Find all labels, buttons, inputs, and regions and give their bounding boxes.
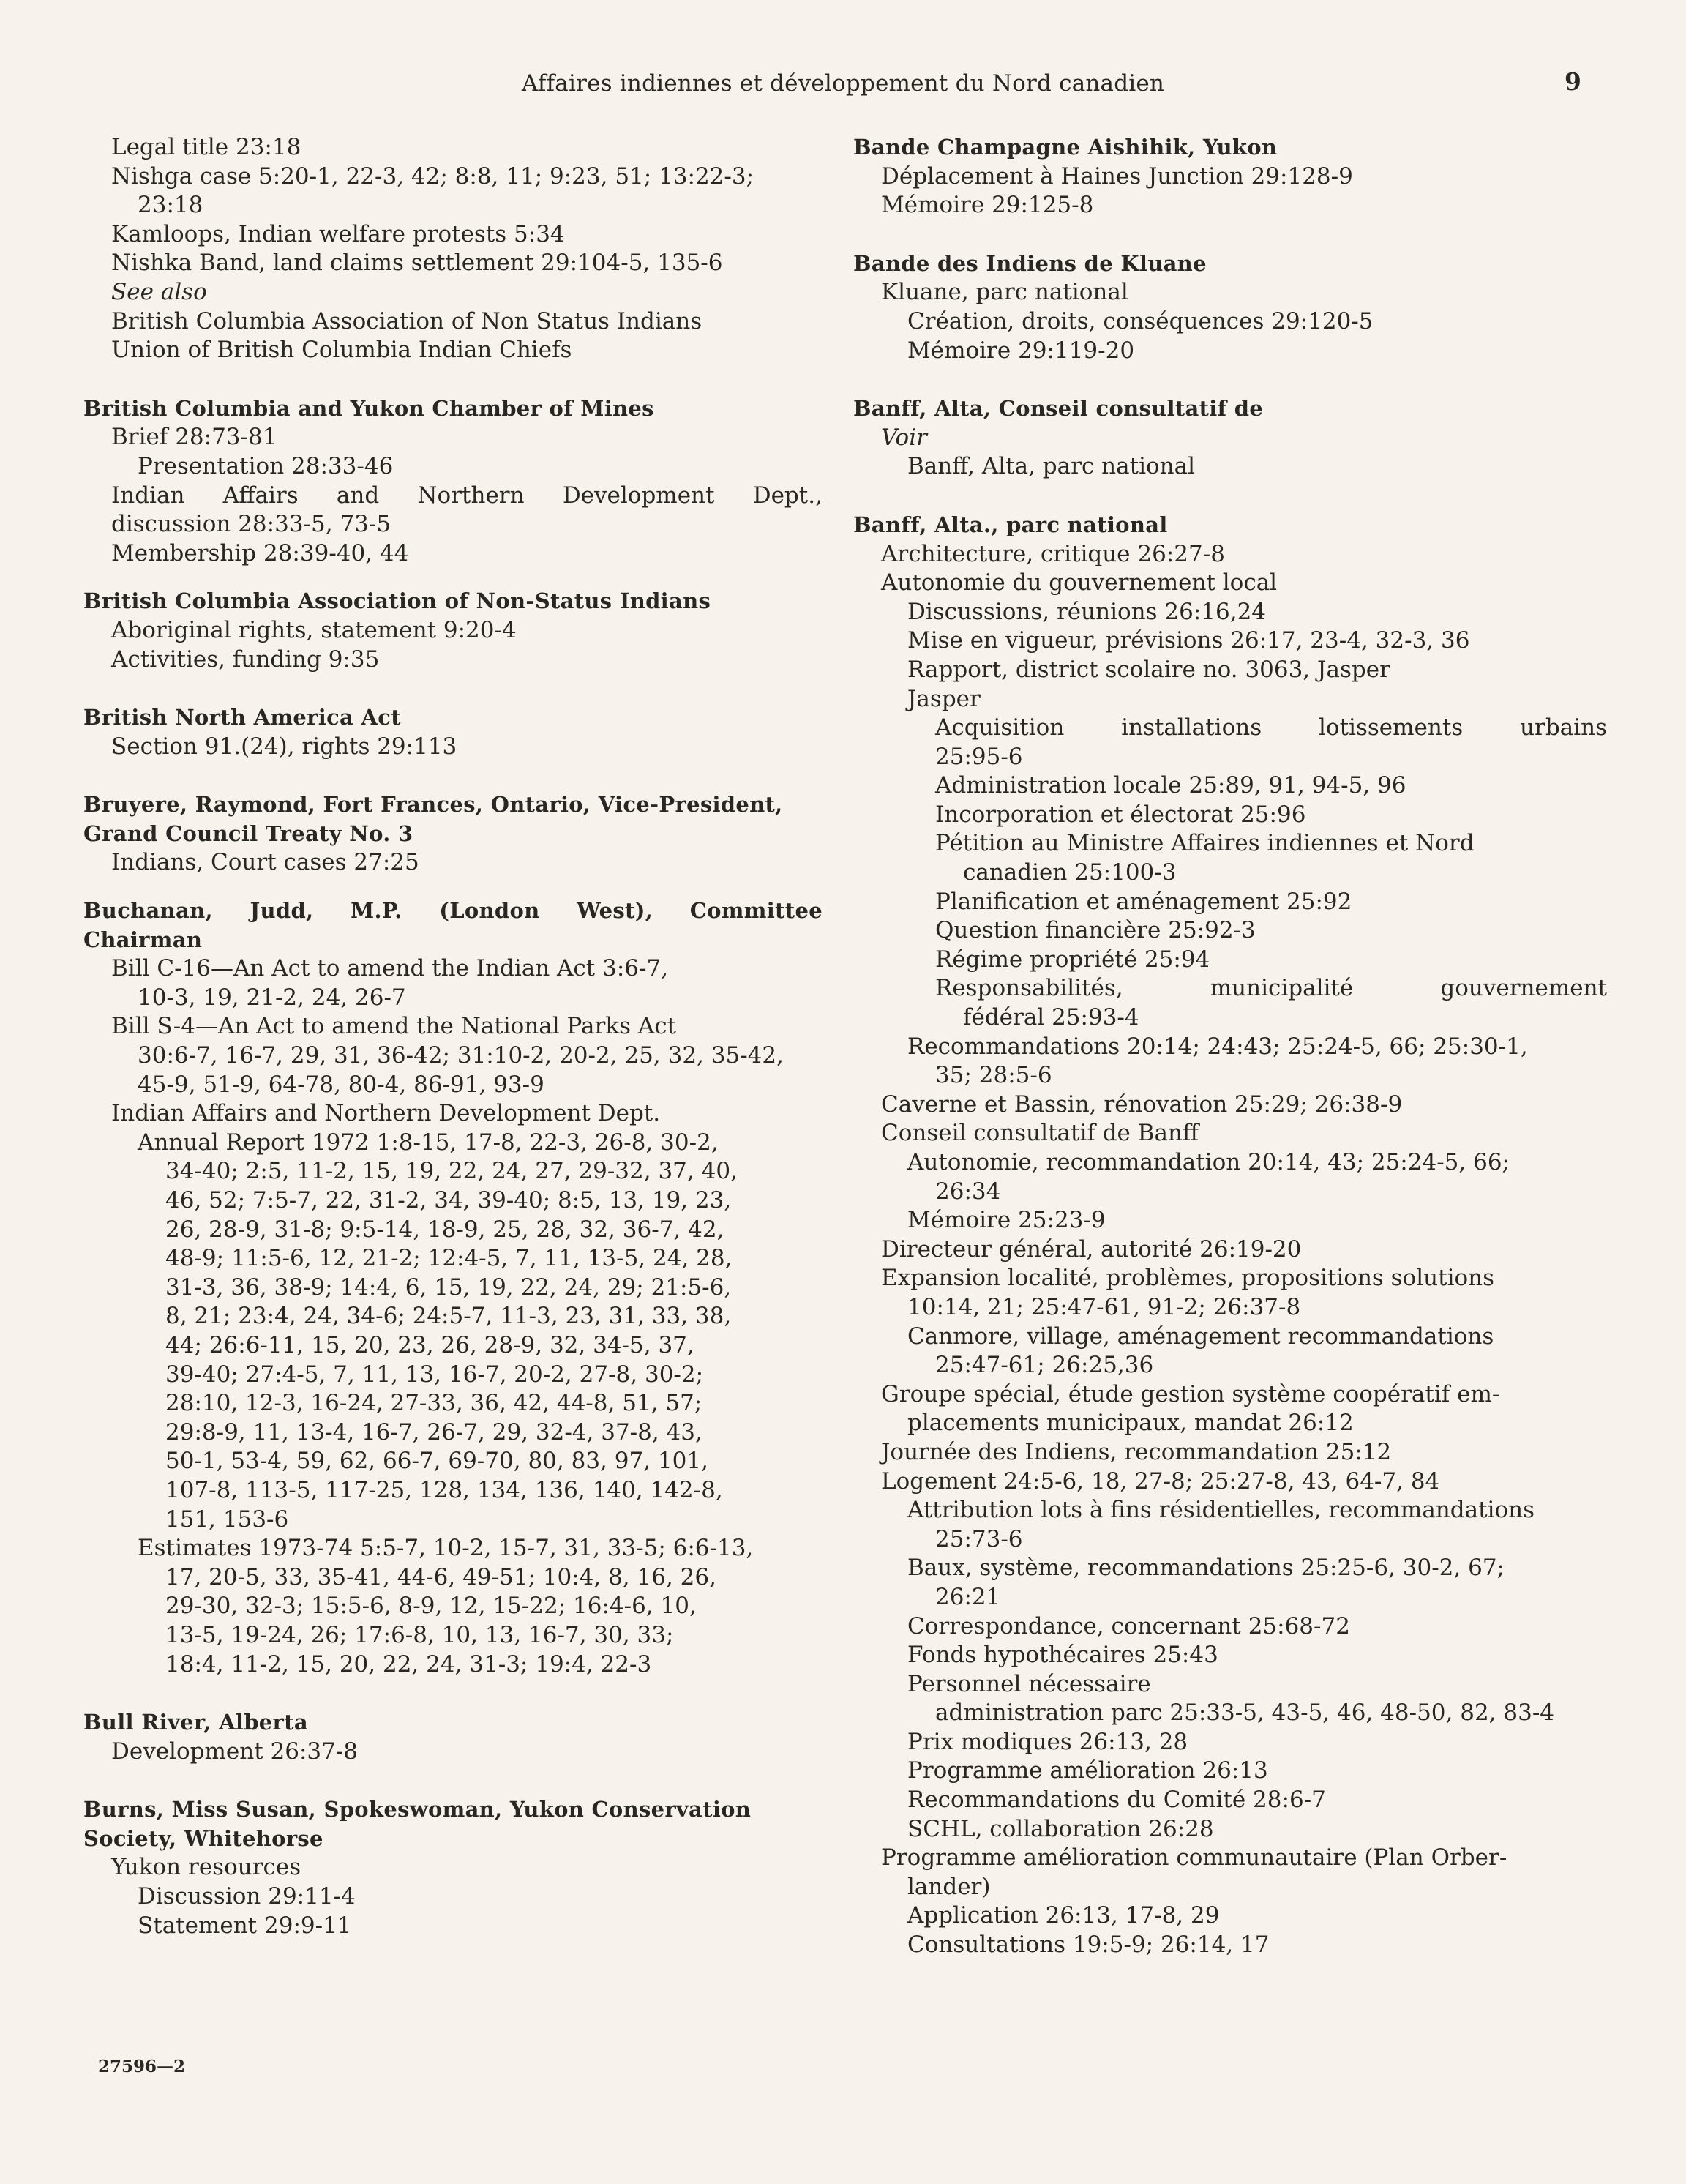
index-subentry: 26, 28-9, 31-8; 9:5-14, 18-9, 25, 28, 32, 36-7, 42, <box>165 1216 724 1243</box>
index-heading: British Columbia and Yukon Chamber of Mines <box>83 395 654 421</box>
index-heading: Chairman <box>83 927 203 952</box>
index-subentry: Nishga case 5:20-1, 22-3, 42; 8:8, 11; 9:23, 51; 13:22-3; <box>111 162 754 190</box>
page-number: 9 <box>1565 67 1581 96</box>
index-subentry: Consultations 19:5-9; 26:14, 17 <box>907 1931 1270 1959</box>
index-column-left <box>83 133 823 1940</box>
index-subentry: 10-3, 19, 21-2, 24, 26-7 <box>138 984 406 1011</box>
index-subentry: 26:21 <box>935 1583 1001 1610</box>
index-subentry: Discussion 29:11-4 <box>138 1883 356 1910</box>
index-subentry: 30:6-7, 16-7, 29, 31, 36-42; 31:10-2, 20-2, 25, 32, 35-42, <box>138 1042 784 1069</box>
index-subentry: Discussions, réunions 26:16,24 <box>907 598 1267 625</box>
index-subentry: Architecture, critique 26:27-8 <box>881 540 1225 567</box>
index-subentry: 25:47-61; 26:25,36 <box>935 1352 1154 1379</box>
index-subentry: Mémoire 25:23-9 <box>907 1207 1106 1234</box>
index-subentry: Development 26:37-8 <box>111 1738 359 1765</box>
entry-spacer <box>853 365 1607 394</box>
index-subentry: 151, 153-6 <box>165 1506 289 1533</box>
index-subentry: Jasper <box>907 685 981 712</box>
index-subentry: Mémoire 29:125-8 <box>881 192 1094 219</box>
index-heading: Burns, Miss Susan, Spokeswoman, Yukon Conservation <box>83 1797 752 1822</box>
index-subentry: Presentation 28:33-46 <box>138 452 394 479</box>
index-subentry: Activities, funding 9:35 <box>111 646 380 673</box>
index-subentry: administration parc 25:33-5, 43-5, 46, 48-50, 82, 83-4 <box>935 1699 1555 1727</box>
index-heading: Bande des Indiens de Kluane <box>853 250 1207 276</box>
index-subentry: Déplacement à Haines Junction 29:128-9 <box>881 162 1353 190</box>
index-subentry: Brief 28:73-81 <box>111 424 277 451</box>
index-subentry: Recommandations 20:14; 24:43; 25:24-5, 66; 25:30-1, <box>907 1033 1528 1060</box>
index-subentry: Canmore, village, aménagement recommandations <box>907 1323 1494 1350</box>
index-subentry: Union of British Columbia Indian Chiefs <box>111 337 572 364</box>
index-subentry: 46, 52; 7:5-7, 22, 31-2, 34, 39-40; 8:5, 13, 19, 23, <box>165 1187 732 1213</box>
index-subentry: Question financière 25:92-3 <box>935 917 1256 944</box>
index-subentry: British Columbia Association of Non Status Indians <box>111 307 702 334</box>
index-subentry: 26:34 <box>935 1178 1001 1205</box>
index-subentry: fédéral 25:93-4 <box>963 1004 1139 1031</box>
index-subentry: Mise en vigueur, prévisions 26:17, 23-4, 32-3, 36 <box>907 627 1470 654</box>
index-subentry: 28:10, 12-3, 16-24, 27-33, 36, 42, 44-8, 51, 57; <box>165 1390 702 1417</box>
index-subentry: Indian Affairs and Northern Development Dept. <box>111 1100 661 1127</box>
index-subentry: Autonomie du gouvernement local <box>881 569 1278 597</box>
index-subentry: 29:8-9, 11, 13-4, 16-7, 26-7, 29, 32-4, 37-8, 43, <box>165 1418 702 1446</box>
index-subentry: 8, 21; 23:4, 24, 34-6; 24:5-7, 11-3, 23, 31, 33, 38, <box>165 1303 732 1330</box>
index-subentry: Personnel nécessaire <box>907 1670 1151 1697</box>
index-subentry: Estimates 1973-74 5:5-7, 10-2, 15-7, 31, 33-5; 6:6-13, <box>138 1535 754 1562</box>
index-subentry: lander) <box>907 1873 991 1900</box>
index-heading: Bande Champagne Aishihik, Yukon <box>853 135 1278 160</box>
index-heading: Society, Whitehorse <box>83 1825 323 1851</box>
index-subentry: 107-8, 113-5, 117-25, 128, 134, 136, 140, 142-8, <box>165 1476 723 1503</box>
index-subentry: Legal title 23:18 <box>111 134 301 160</box>
index-subentry: Fonds hypothécaires 25:43 <box>907 1642 1218 1669</box>
index-subentry: Membership 28:39-40, 44 <box>111 539 409 566</box>
index-subentry: Baux, système, recommandations 25:25-6, 30-2, 67; <box>907 1555 1505 1582</box>
page-header <box>0 67 1686 104</box>
index-heading: Banff, Alta., parc national <box>853 512 1168 537</box>
index-subentry: Section 91.(24), rights 29:113 <box>111 733 457 760</box>
index-subentry: Administration locale 25:89, 91, 94-5, 96 <box>935 772 1406 799</box>
index-subentry: 29-30, 32-3; 15:5-6, 8-9, 12, 15-22; 16:4-6, 10, <box>165 1593 697 1620</box>
index-subentry: 18:4, 11-2, 15, 20, 22, 24, 31-3; 19:4, 22-3 <box>165 1650 652 1678</box>
index-subentry: Mémoire 29:119-20 <box>907 337 1135 364</box>
entry-spacer <box>853 482 1607 511</box>
index-subentry: placements municipaux, mandat 26:12 <box>907 1410 1354 1437</box>
index-heading: Banff, Alta, Conseil consultatif de <box>853 396 1264 422</box>
index-subentry: Prix modiques 26:13, 28 <box>907 1728 1188 1755</box>
index-subentry: 23:18 <box>138 192 203 219</box>
index-subentry: Programme amélioration 26:13 <box>907 1757 1268 1784</box>
index-subentry: Planification et aménagement 25:92 <box>935 888 1352 915</box>
index-subentry: See also <box>111 278 207 305</box>
index-subentry: 44; 26:6-11, 15, 20, 23, 26, 28-9, 32, 34-5, 37, <box>165 1331 694 1358</box>
index-subentry: Bill C-16—An Act to amend the Indian Act 3:6-7, <box>111 955 669 982</box>
index-subentry: Directeur général, autorité 26:19-20 <box>881 1235 1302 1263</box>
index-heading: British North America Act <box>83 705 401 730</box>
index-subentry: 10:14, 21; 25:47-61, 91-2; 26:37-8 <box>907 1293 1301 1320</box>
index-subentry: Journée des Indiens, recommandation 25:12 <box>881 1438 1392 1465</box>
index-subentry: Annual Report 1972 1:8-15, 17-8, 22-3, 26-8, 30-2, <box>138 1129 719 1156</box>
index-heading: Bruyere, Raymond, Fort Frances, Ontario, Vice-President, <box>83 792 783 818</box>
index-subentry: Programme amélioration communautaire (Plan Orber- <box>881 1844 1507 1871</box>
index-subentry: Régime propriété 25:94 <box>935 946 1210 973</box>
index-subentry: Kluane, parc national <box>881 279 1128 306</box>
index-heading: Bull River, Alberta <box>83 1710 308 1735</box>
index-subentry: Incorporation et électorat 25:96 <box>935 801 1306 828</box>
index-subentry: Indian Affairs and Northern Development Dept., <box>111 482 823 509</box>
index-subentry: Bill S-4—An Act to amend the National Parks Act <box>111 1013 677 1040</box>
index-subentry: 13-5, 19-24, 26; 17:6-8, 10, 13, 16-7, 30, 33; <box>165 1621 674 1648</box>
index-heading: Buchanan, Judd, M.P. (London West), Committee <box>83 898 823 924</box>
index-subentry: Correspondance, concernant 25:68-72 <box>907 1612 1350 1639</box>
index-subentry: 17, 20-5, 33, 35-41, 44-6, 49-51; 10:4, 8, 16, 26, <box>165 1563 716 1590</box>
index-subentry: 34-40; 2:5, 11-2, 15, 19, 22, 24, 27, 29-32, 37, 40, <box>165 1158 738 1185</box>
index-subentry: 45-9, 51-9, 64-78, 80-4, 86-91, 93-9 <box>138 1071 544 1098</box>
index-subentry: Indians, Court cases 27:25 <box>111 849 419 876</box>
index-subentry: 50-1, 53-4, 59, 62, 66-7, 69-70, 80, 83, 97, 101, <box>165 1448 708 1475</box>
index-subentry: 31-3, 36, 38-9; 14:4, 6, 15, 19, 22, 24, 29; 21:5-6, <box>165 1274 732 1301</box>
index-subentry: Acquisition installations lotissements urbains <box>935 714 1607 741</box>
index-subentry: Création, droits, conséquences 29:120-5 <box>907 307 1374 334</box>
index-subentry: Expansion localité, problèmes, propositions solutions <box>881 1265 1495 1292</box>
index-subentry: Aboriginal rights, statement 9:20-4 <box>111 616 517 643</box>
entry-spacer <box>83 878 823 897</box>
index-subentry: Attribution lots à fins résidentielles, recommandations <box>907 1497 1535 1524</box>
index-subentry: Kamloops, Indian welfare protests 5:34 <box>111 220 565 247</box>
printer-signature: 27596—2 <box>98 2057 186 2076</box>
entry-spacer <box>83 674 823 703</box>
index-subentry: 25:95-6 <box>935 743 1023 770</box>
index-subentry: 25:73-6 <box>935 1525 1023 1552</box>
entry-spacer <box>83 761 823 790</box>
entry-spacer <box>853 220 1607 250</box>
index-subentry: Statement 29:9-11 <box>138 1912 352 1939</box>
index-subentry: 39-40; 27:4-5, 7, 11, 13, 16-7, 20-2, 27-8, 30-2; <box>165 1361 704 1388</box>
index-subentry: Groupe spécial, étude gestion système coopératif em- <box>881 1380 1500 1407</box>
running-title: Affaires indiennes et développement du Nord canadien <box>521 70 1165 97</box>
index-subentry: Recommandations du Comité 28:6-7 <box>907 1787 1326 1814</box>
index-subentry: Voir <box>881 424 927 451</box>
index-subentry: Nishka Band, land claims settlement 29:104-5, 135-6 <box>111 250 723 277</box>
index-subentry: Caverne et Bassin, rénovation 25:29; 26:38-9 <box>881 1091 1403 1118</box>
index-subentry: discussion 28:33-5, 73-5 <box>111 511 391 538</box>
index-heading: British Columbia Association of Non-Status Indians <box>83 588 711 614</box>
entry-spacer <box>83 1679 823 1708</box>
index-subentry: Application 26:13, 17-8, 29 <box>907 1902 1220 1929</box>
index-heading: Grand Council Treaty No. 3 <box>83 820 413 846</box>
index-subentry: 48-9; 11:5-6, 12, 21-2; 12:4-5, 7, 11, 13-5, 24, 28, <box>165 1245 733 1272</box>
index-subentry: Logement 24:5-6, 18, 27-8; 25:27-8, 43, 64-7, 84 <box>881 1467 1440 1495</box>
index-subentry: Pétition au Ministre Affaires indiennes et Nord <box>935 830 1475 857</box>
index-subentry: canadien 25:100-3 <box>963 859 1177 886</box>
entry-spacer <box>83 365 823 394</box>
index-subentry: Conseil consultatif de Banff <box>881 1120 1199 1147</box>
entry-spacer <box>83 568 823 587</box>
index-subentry: Responsabilités, municipalité gouvernement <box>935 975 1607 1002</box>
index-subentry: Yukon resources <box>111 1854 301 1881</box>
entry-spacer <box>83 1766 823 1795</box>
index-subentry: 35; 28:5-6 <box>935 1062 1052 1089</box>
index-subentry: Banff, Alta, parc national <box>907 453 1196 480</box>
index-subentry: SCHL, collaboration 26:28 <box>907 1815 1214 1842</box>
index-subentry: Rapport, district scolaire no. 3063, Jasper <box>907 656 1390 683</box>
index-column-right <box>853 133 1607 1960</box>
index-subentry: Autonomie, recommandation 20:14, 43; 25:24-5, 66; <box>907 1149 1510 1175</box>
